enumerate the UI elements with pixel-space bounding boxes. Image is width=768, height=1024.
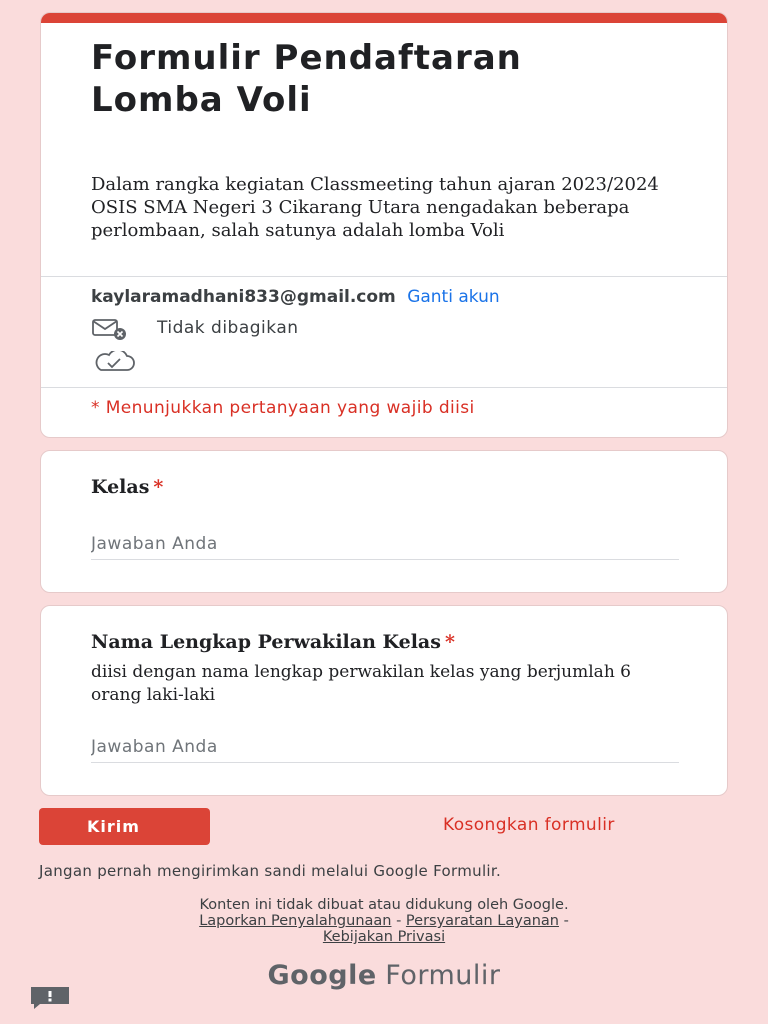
footer-disclaimer: Konten ini tidak dibuat atau didukung oleh Google.: [199, 897, 569, 913]
terms-link[interactable]: Persyaratan Layanan: [405, 913, 559, 929]
required-note: * Menunjukkan pertanyaan yang wajib diisi: [91, 398, 475, 418]
form-header-card: [40, 12, 728, 438]
submit-button[interactable]: Kirim: [39, 808, 210, 845]
mail-x-icon: [91, 318, 129, 340]
link-separator: -: [396, 913, 402, 929]
question-title: [91, 631, 455, 653]
question-card-nama: [40, 605, 728, 796]
privacy-link[interactable]: Kebijakan Privasi: [322, 929, 446, 945]
report-abuse-link[interactable]: Laporkan Penyalahgunaan: [199, 913, 392, 929]
cloud-check-icon: [91, 351, 139, 373]
required-asterisk: *: [444, 631, 455, 653]
account-row: [91, 287, 500, 307]
link-separator: -: [563, 913, 569, 929]
not-shared-label: Tidak dibagikan: [157, 318, 299, 338]
question-title: [91, 476, 163, 498]
header-accent-bar: [41, 13, 727, 23]
brand-product: Formulir: [385, 960, 501, 991]
account-email: kaylaramadhani833@gmail.com: [91, 287, 396, 307]
google-forms-logo: [0, 960, 768, 991]
clear-form-button[interactable]: Kosongkan formulir: [443, 815, 615, 835]
question-title-text: Nama Lengkap Perwakilan Kelas: [91, 631, 441, 653]
kelas-answer-input[interactable]: [91, 529, 679, 560]
brand-google: Google: [267, 960, 377, 991]
password-warning: Jangan pernah mengirimkan sandi melalui Google Formulir.: [39, 862, 502, 880]
form-title: Formulir Pendaftaran Lomba Voli: [91, 38, 522, 120]
required-asterisk: *: [153, 476, 164, 498]
switch-account-link[interactable]: Ganti akun: [407, 287, 500, 307]
form-description: Dalam rangka kegiatan Classmeeting tahun ajaran 2023/2024 OSIS SMA Negeri 3 Cikarang Utara nengadakan beberapa perlombaan, salah satunya adalah lomba Voli: [91, 174, 659, 241]
question-card-kelas: [40, 450, 728, 593]
question-help-text: diisi dengan nama lengkap perwakilan kelas yang berjumlah 6 orang laki-laki: [91, 662, 631, 705]
footer-links-row2: [0, 928, 768, 946]
nama-answer-input[interactable]: [91, 732, 679, 763]
question-title-text: Kelas: [91, 476, 150, 498]
feedback-icon[interactable]: [28, 984, 72, 1010]
header-divider: [41, 276, 727, 277]
required-divider: [41, 387, 727, 388]
